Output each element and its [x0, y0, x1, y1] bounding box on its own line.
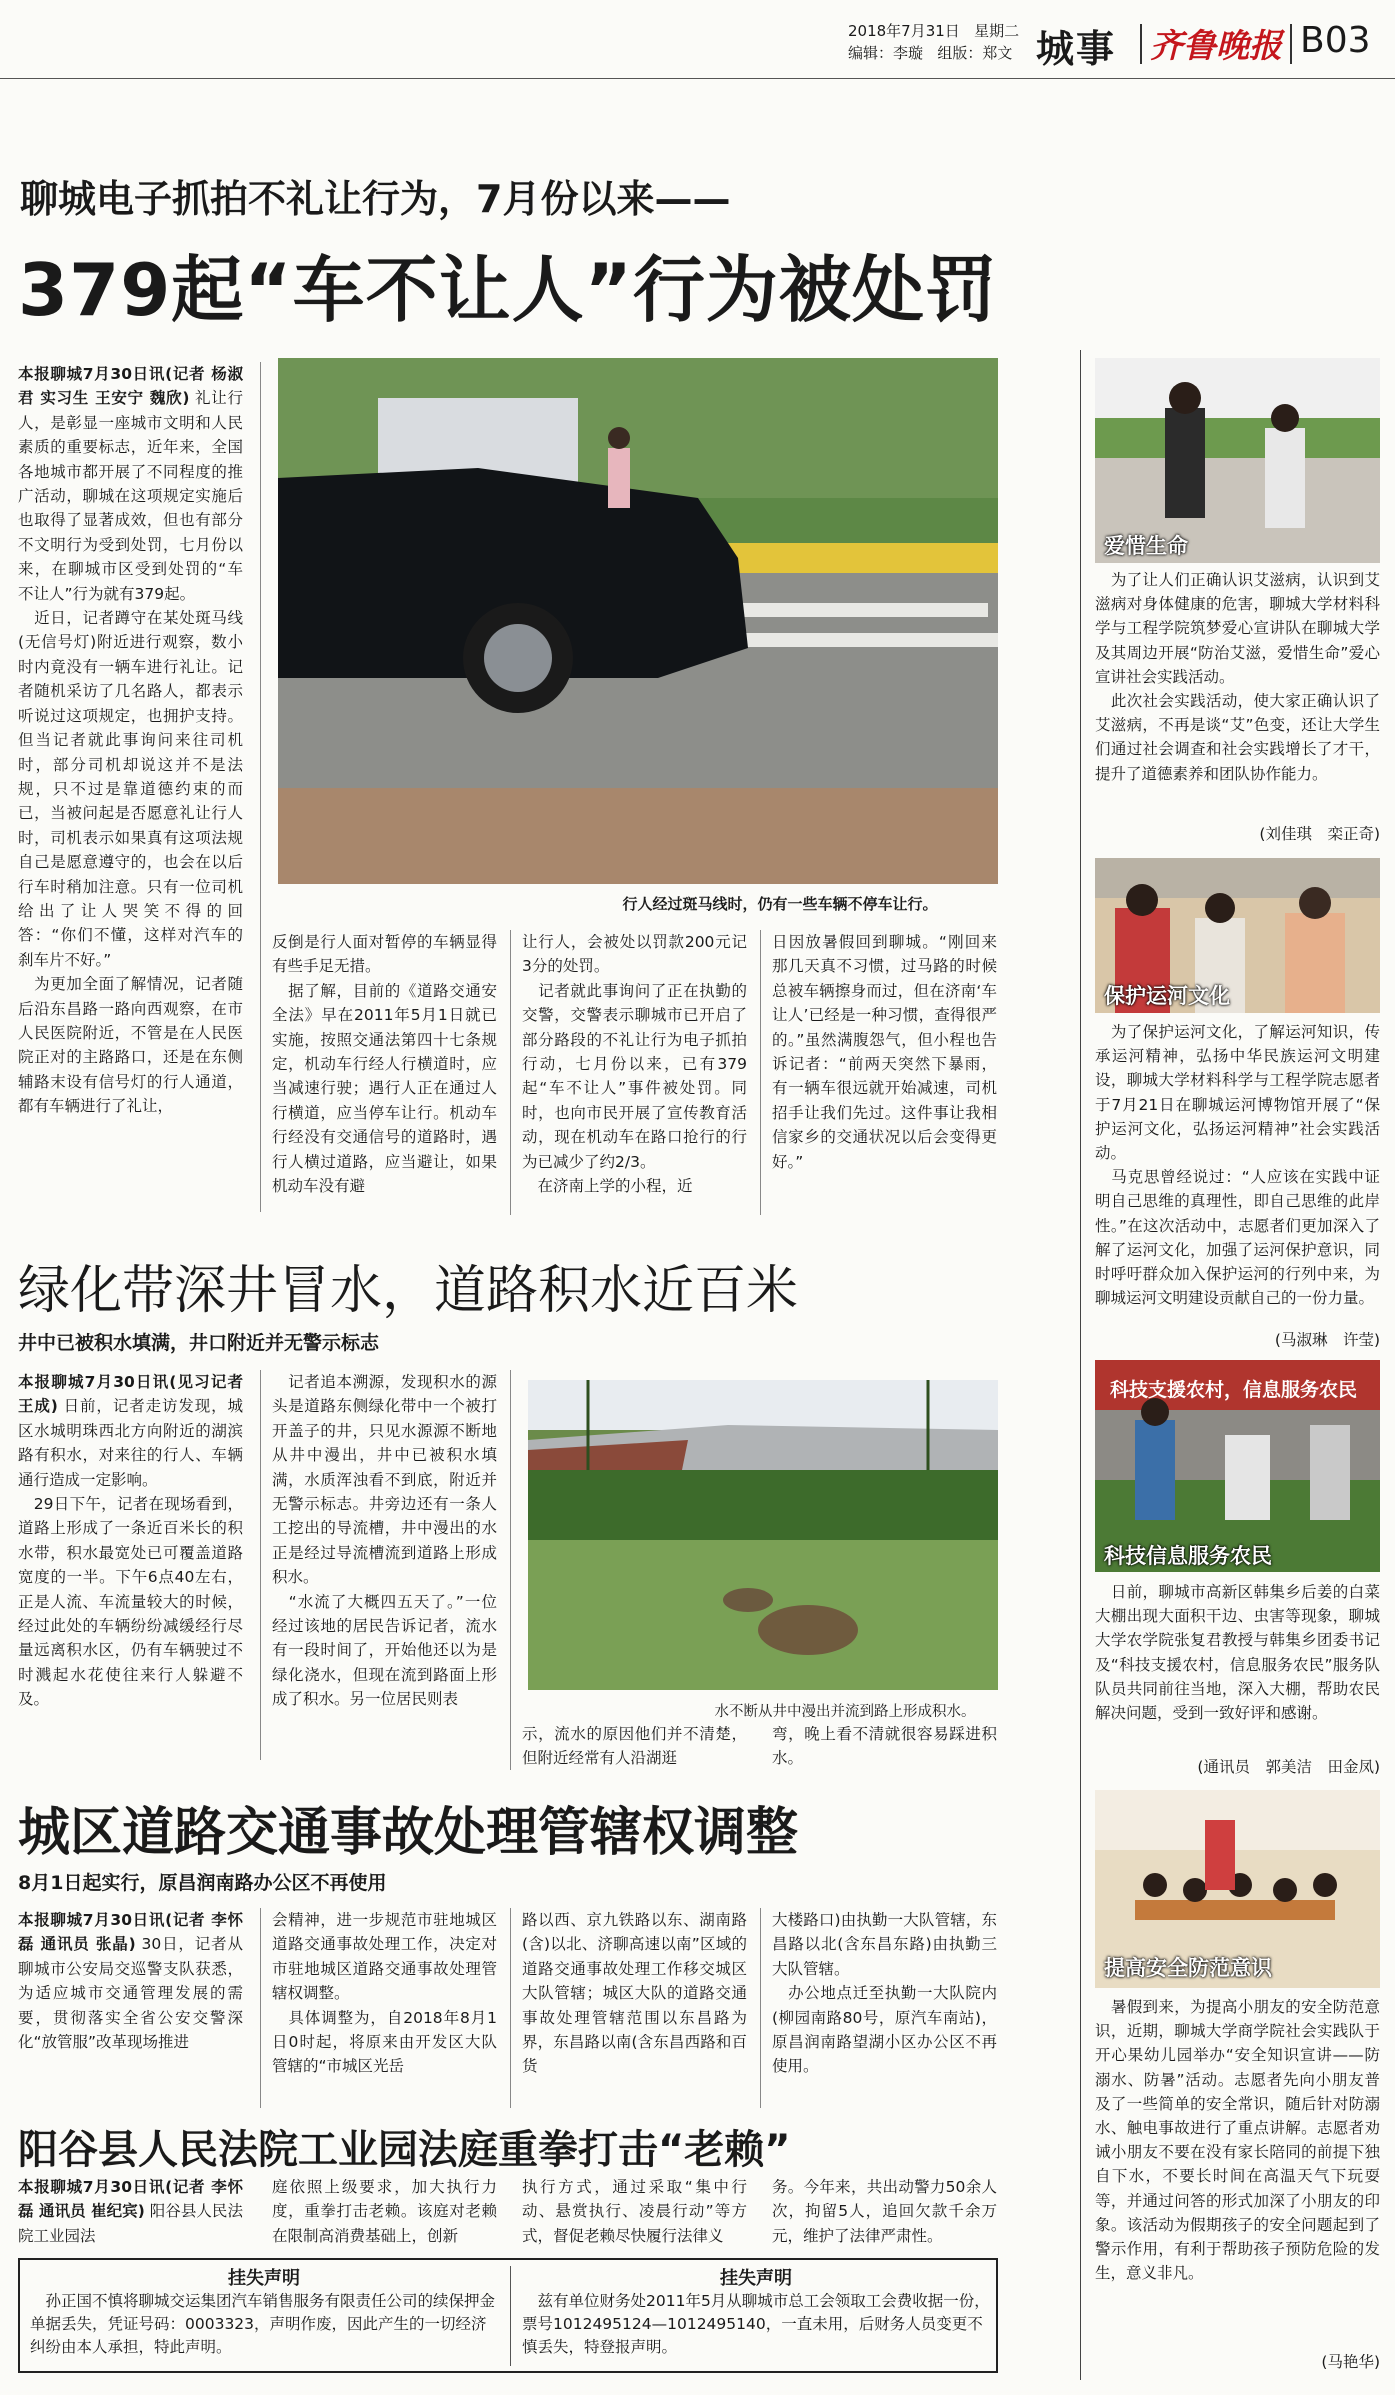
sidebar-label-1: 爱惜生命	[1104, 534, 1188, 558]
sidebar-author-2: (马淑琳 许莹)	[1274, 1331, 1380, 1349]
article2-col1: 本报聊城7月30日讯(见习记者 王成) 日前，记者走访发现，城区水城明珠西北方向附近的湖滨路有积水，对来往的行人、车辆通行造成一定影响。 29日下午，记者在现场看到，道路上形成了一条近百米长的积水带，积水最宽处已可覆盖道路宽度的一半。下午6点40左右，正是人流、车流量较大的时候，经过此处的车辆纷纷减缓经行尽量远离积水区，仍有车辆驶过不时溅起水花使往来行人躲避不及。	[18, 1373, 249, 1709]
article2-col3: 示，流水的原因他们并不清楚，但附近经常有人沿湖逛	[522, 1725, 747, 1768]
article2-headline: 绿化带深井冒水，道路积水近百米	[18, 1261, 799, 1321]
article4-col1: 本报聊城7月30日讯(记者 李怀磊 通讯员 崔纪宾) 阳谷县人民法院工业园法	[18, 2178, 243, 2245]
article1-kicker: 聊城电子抓拍不礼让行为，7月份以来——	[20, 177, 731, 221]
sidebar-author-3: (通讯员 郭美洁 田金凤)	[1197, 1758, 1380, 1776]
article2-photo-caption: 水不断从井中漫出并流到路上形成积水。	[714, 1704, 976, 1720]
article2-subhead: 井中已被积水填满，井口附近并无警示标志	[18, 1332, 380, 1354]
section-name: 城事	[1036, 27, 1117, 71]
article3-col2: 会精神，进一步规范市驻地城区道路交通事故处理工作，决定对市驻地城区道路交通事故处理管辖权调整。 具体调整为，自2018年8月1日0时起，将原来由开发区大队管辖的“市城区光岳	[272, 1911, 497, 2076]
header-rule	[0, 78, 1395, 79]
sidebar-label-3: 科技信息服务农民	[1104, 1544, 1272, 1568]
sidebar-banner-text: 科技支援农村，信息服务农民	[1110, 1379, 1358, 1401]
sidebar-label-4: 提高安全防范意识	[1104, 1956, 1272, 1980]
page-number: B03	[1300, 20, 1371, 61]
article4-col3: 执行方式，通过采取“集中行动、悬赏执行、凌晨行动”等方式，督促老赖尽快履行法律义	[522, 2178, 747, 2245]
article1-col2: 反倒是行人面对暂停的车辆显得有些手足无措。 据了解，目前的《道路交通安全法》早在2011年5月1日就已实施，按照交通法第四十七条规定，机动车行经人行横道时，应当减速行驶；遇行人正在通过人行横道，应当停车让行。机动车行经没有交通信号的道路时，遇行人横过道路，应当避让，如果机动车没有避	[272, 933, 497, 1196]
article3-headline: 城区道路交通事故处理管辖权调整	[18, 1803, 799, 1863]
article4-headline: 阳谷县人民法院工业园法庭重拳打击“老赖”	[18, 2127, 791, 2173]
notice-1	[30, 2264, 498, 2359]
notice-body: 兹有单位财务处2011年5月从聊城市总工会领取工会费收据一份，票号1012495124—1012495140，一直未用，后财务人员变更不慎丢失，特登报声明。	[522, 2292, 990, 2356]
sidebar-author-1: (刘佳琪 栾正奇)	[1259, 825, 1380, 843]
article1-col1: 本报聊城7月30日讯(记者 杨淑君 实习生 王安宁 魏欣) 礼让行人，是彰显一座城市文明和人民素质的重要标志，近年来，全国各地城市都开展了不同程度的推广活动，聊城在这项规定实施后也取得了显著成效，但也有部分不文明行为受到处罚，七月份以来，在聊城市区受到处罚的“车不让人”行为就有379起。 近日，记者蹲守在某处斑马线(无信号灯)附近进行观察，数小时内竟没有一辆车进行礼让。记者随机采访了几名路人，都表示听说过这项规定，也拥护支持。但当记者就此事询问来往司机时，部分司机却说这并不是法规，只不过是靠道德约束的而已，当被问起是否愿意礼让行人时，司机表示如果真有这项法规自己是愿意遵守的，也会在以后行车时稍加注意。只有一位司机给出了让人哭笑不得的回答：“你们不懂，这样对汽车的刹车片不好。” 为更加全面了解情况，记者随后沿东昌路一路向西观察，在市人民医院附近，不管是在人民医院正对的主路路口，还是在东侧辅路末设有信号灯的行人通道，都有车辆进行了礼让，	[18, 365, 243, 1116]
sidebar-label-2: 保护运河文化	[1104, 984, 1230, 1008]
article1-photo	[278, 358, 998, 884]
issue-date: 2018年7月31日 星期二	[848, 22, 1020, 40]
article2-col2: 记者追本溯源，发现积水的源头是道路东侧绿化带中一个被打开盖子的井，只见水源源不断地从井中漫出，井中已被积水填满，水质浑浊看不到底，附近并无警示标志。井旁边还有一条人工挖出的导流槽，井中漫出的水正是经过导流槽流到道路上形成积水。 “水流了大概四五天了。”一位经过该地的居民告诉记者，流水有一段时间了，开始他还以为是绿化浇水，但现在流到路面上形成了积水。另一位居民则表	[272, 1373, 497, 1709]
article4-col2: 庭依照上级要求，加大执行力度，重拳打击老赖。该庭对老赖在限制高消费基础上，创新	[272, 2178, 497, 2245]
article2-photo	[528, 1380, 998, 1690]
sidebar-text-2: 为了保护运河文化，了解运河知识，传承运河精神，弘扬中华民族运河文明建设，聊城大学材料科学与工程学院志愿者于7月21日在聊城运河博物馆开展了“保护运河文化，弘扬运河精神”社会实践活动。 马克思曾经说过：“人应该在实践中证明自己思维的真理性，即自己思维的此岸性。”在这次活动中，志愿者们更加深入了解了运河文化，加强了运河保护意识，同时呼吁群众加入保护运河的行列中来，为聊城运河文明建设贡献自己的一份力量。	[1095, 1023, 1380, 1308]
article2-col4: 弯，晚上看不清就很容易踩进积水。	[772, 1725, 997, 1768]
masthead	[0, 0, 1395, 70]
sidebar-author-4: (马艳华)	[1321, 2353, 1380, 2371]
article1-col3: 让行人，会被处以罚款200元记3分的处罚。 记者就此事询问了正在执勤的交警，交警表示聊城市已开启了部分路段的不礼让行为电子抓拍行动，七月份以来，已有379起“车不让人”事件被处罚。同时，也向市民开展了宣传教育活动，现在机动车在路口抢行的行为已减少了约2/3。 在济南上学的小程，近	[522, 933, 747, 1196]
notice-box	[18, 2258, 998, 2373]
car-crosswalk-image	[278, 358, 998, 884]
sidebar-text-1: 为了让人们正确认识艾滋病，认识到艾滋病对身体健康的危害，聊城大学材料科学与工程学院筑梦爱心宣讲队在聊城大学及其周边开展“防治艾滋，爱惜生命”爱心宣讲社会实践活动。 此次社会实践活动，使大家正确认识了艾滋病，不再是谈“艾”色变，还让大学生们通过社会调查和社会实践增长了才干，提升了道德素养和团队协作能力。	[1095, 571, 1380, 783]
article1-col4: 日因放暑假回到聊城。“刚回来那几天真不习惯，过马路的时候总被车辆擦身而过，但在济南‘车让人’已经是一种习惯，查得很严的。”虽然满腹怨气，但小程也告诉记者：“前两天突然下暴雨，有一辆车很远就开始减速，司机招手让我们先过。这件事让我相信家乡的交通状况以后会变得更好。”	[772, 933, 997, 1171]
sidebar-text-4: 暑假到来，为提高小朋友的安全防范意识，近期，聊城大学商学院社会实践队于开心果幼儿园举办“安全知识宣讲——防溺水、防暑”活动。志愿者先向小朋友普及了一些简单的安全常识，随后针对防溺水、触电事故进行了重点讲解。志愿者劝诫小朋友不要在没有家长陪同的前提下独自下水，不要长时间在高温天气下玩耍等，并通过问答的形式加深了小朋友的印象。该活动为假期孩子的安全问题起到了警示作用，有利于帮助孩子预防危险的发生，意义非凡。	[1095, 1998, 1380, 2283]
sidebar-text-3: 日前，聊城市高新区韩集乡后姜的白菜大棚出现大面积干边、虫害等现象，聊城大学农学院张复君教授与韩集乡团委书记及“科技支援农村，信息服务农民”服务队队员共同前往当地，深入大棚，帮助农民解决问题，受到一致好评和感谢。	[1095, 1583, 1380, 1723]
article3-col3: 路以西、京九铁路以东、湖南路(含)以北、济聊高速以南”区域的道路交通事故处理工作移交城区大队管辖；城区大队的道路交通事故处理管辖范围以东昌路为界，东昌路以南(含东昌西路和百货	[522, 1911, 747, 2076]
article1-photo-caption: 行人经过斑马线时，仍有一些车辆不停车让行。	[622, 895, 938, 913]
article3-col1: 本报聊城7月30日讯(记者 李怀磊 通讯员 张晶) 30日，记者从聊城市公安局交巡警支队获悉，为适应城市交通管理发展的需要，贯彻落实全省公安交警深化“放管服”改革现场推进	[18, 1911, 243, 2052]
notice-body: 孙正国不慎将聊城交运集团汽车销售服务有限责任公司的续保押金单据丢失，凭证号码：0003323，声明作废，因此产生的一切经济纠纷由本人承担，特此声明。	[30, 2292, 496, 2356]
article1-headline: 379起“车不让人”行为被处罚	[18, 248, 998, 332]
paper-logo: 齐鲁晚报	[1150, 26, 1282, 65]
article4-col4: 务。今年来，共出动警力50余人次，拘留5人，追回欠款千余万元，维护了法律严肃性。	[772, 2178, 997, 2245]
notice-title: 挂失声明	[228, 2268, 300, 2289]
article3-col4: 大楼路口)由执勤一大队管辖，东昌路以北(含东昌东路)由执勤三大队管辖。 办公地点迁至执勤一大队院内(柳园南路80号，原汽车南站)，原昌润南路望湖小区办公区不再使用。	[772, 1911, 997, 2076]
notice-title: 挂失声明	[720, 2268, 792, 2289]
article3-subhead: 8月1日起实行，原昌润南路办公区不再使用	[18, 1872, 387, 1894]
notice-2	[522, 2264, 990, 2359]
flooded-road-image	[528, 1380, 998, 1690]
editor-line: 编辑：李璇 组版：郑文	[848, 44, 1013, 62]
